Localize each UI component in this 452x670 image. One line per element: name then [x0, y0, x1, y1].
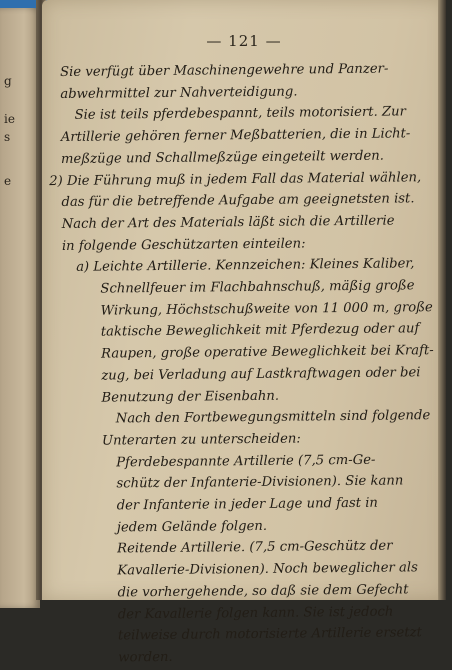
- left-page-fragment: e: [4, 174, 12, 188]
- text-line: Nach der Art des Materials läßt sich die Artillerie: [61, 213, 395, 232]
- text-line: Wirkung, Höchstschußweite von 11 000 m, große: [100, 299, 433, 319]
- text-line: Nach den Fortbewegungsmitteln sind folgende: [115, 408, 431, 427]
- text-line: der Kavallerie folgen kann. Sie ist jedoch: [117, 604, 394, 623]
- text-line: abwehrmittel zur Nahverteidigung.: [60, 84, 298, 102]
- left-page-fragment: g: [4, 74, 12, 88]
- text-line: 2) Die Führung muß in jedem Fall das Material wählen,: [49, 169, 422, 189]
- text-line: in folgende Geschützarten einteilen:: [61, 236, 306, 254]
- text-line: schütz der Infanterie-Divisionen). Sie kann: [116, 473, 404, 492]
- left-page-edge: [0, 8, 40, 608]
- text-line: Kavallerie-Divisionen). Noch beweglicher als: [117, 560, 418, 579]
- text-line: Artillerie gehören ferner Meßbatterien, die in Licht-: [60, 126, 411, 146]
- text-line: meßzüge und Schallmeßzüge eingeteilt werden.: [60, 148, 385, 167]
- text-line: taktische Beweglichkeit mit Pferdezug oder auf: [100, 321, 420, 341]
- text-line: Raupen, große operative Beweglichkeit bei Kraft-: [100, 343, 434, 362]
- text-line: die vorhergehende, so daß sie dem Gefecht: [117, 582, 409, 601]
- text-line: Sie ist teils pferdebespannt, teils motorisiert. Zur: [74, 104, 406, 124]
- text-line: teilweise durch motorisierte Artillerie ersetzt: [117, 625, 422, 644]
- text-line: zug, bei Verladung auf Lastkraftwagen oder bei: [101, 365, 421, 384]
- book-page: [42, 0, 446, 666]
- text-line: der Infanterie in jeder Lage und fast in: [116, 495, 378, 514]
- page-number: — 121 —: [206, 32, 282, 50]
- text-line: Reitende Artillerie. (7,5 cm-Geschütz der: [117, 539, 393, 557]
- text-line: Sie verfügt über Maschinengewehre und Panzer-: [60, 61, 389, 80]
- text-line: worden.: [118, 649, 173, 666]
- text-line: Benutzung der Eisenbahn.: [101, 388, 280, 406]
- left-page-fragment: ie: [4, 112, 15, 126]
- text-line: Unterarten zu unterscheiden:: [101, 431, 301, 449]
- text-line: a) Leichte Artillerie. Kennzeichen: Kleines Kaliber,: [76, 256, 415, 276]
- page-shadow-edge: [438, 0, 446, 600]
- text-line: Schnellfeuer im Flachbahnschuß, mäßig große: [100, 278, 415, 297]
- page-body: [49, 58, 434, 670]
- text-line: jedem Gelände folgen.: [116, 518, 268, 536]
- left-page-fragment: s: [4, 130, 11, 144]
- text-line: das für die betreffende Aufgabe am geeignetsten ist.: [61, 191, 415, 211]
- text-line: Pferdebespannte Artillerie (7,5 cm-Ge-: [116, 452, 376, 471]
